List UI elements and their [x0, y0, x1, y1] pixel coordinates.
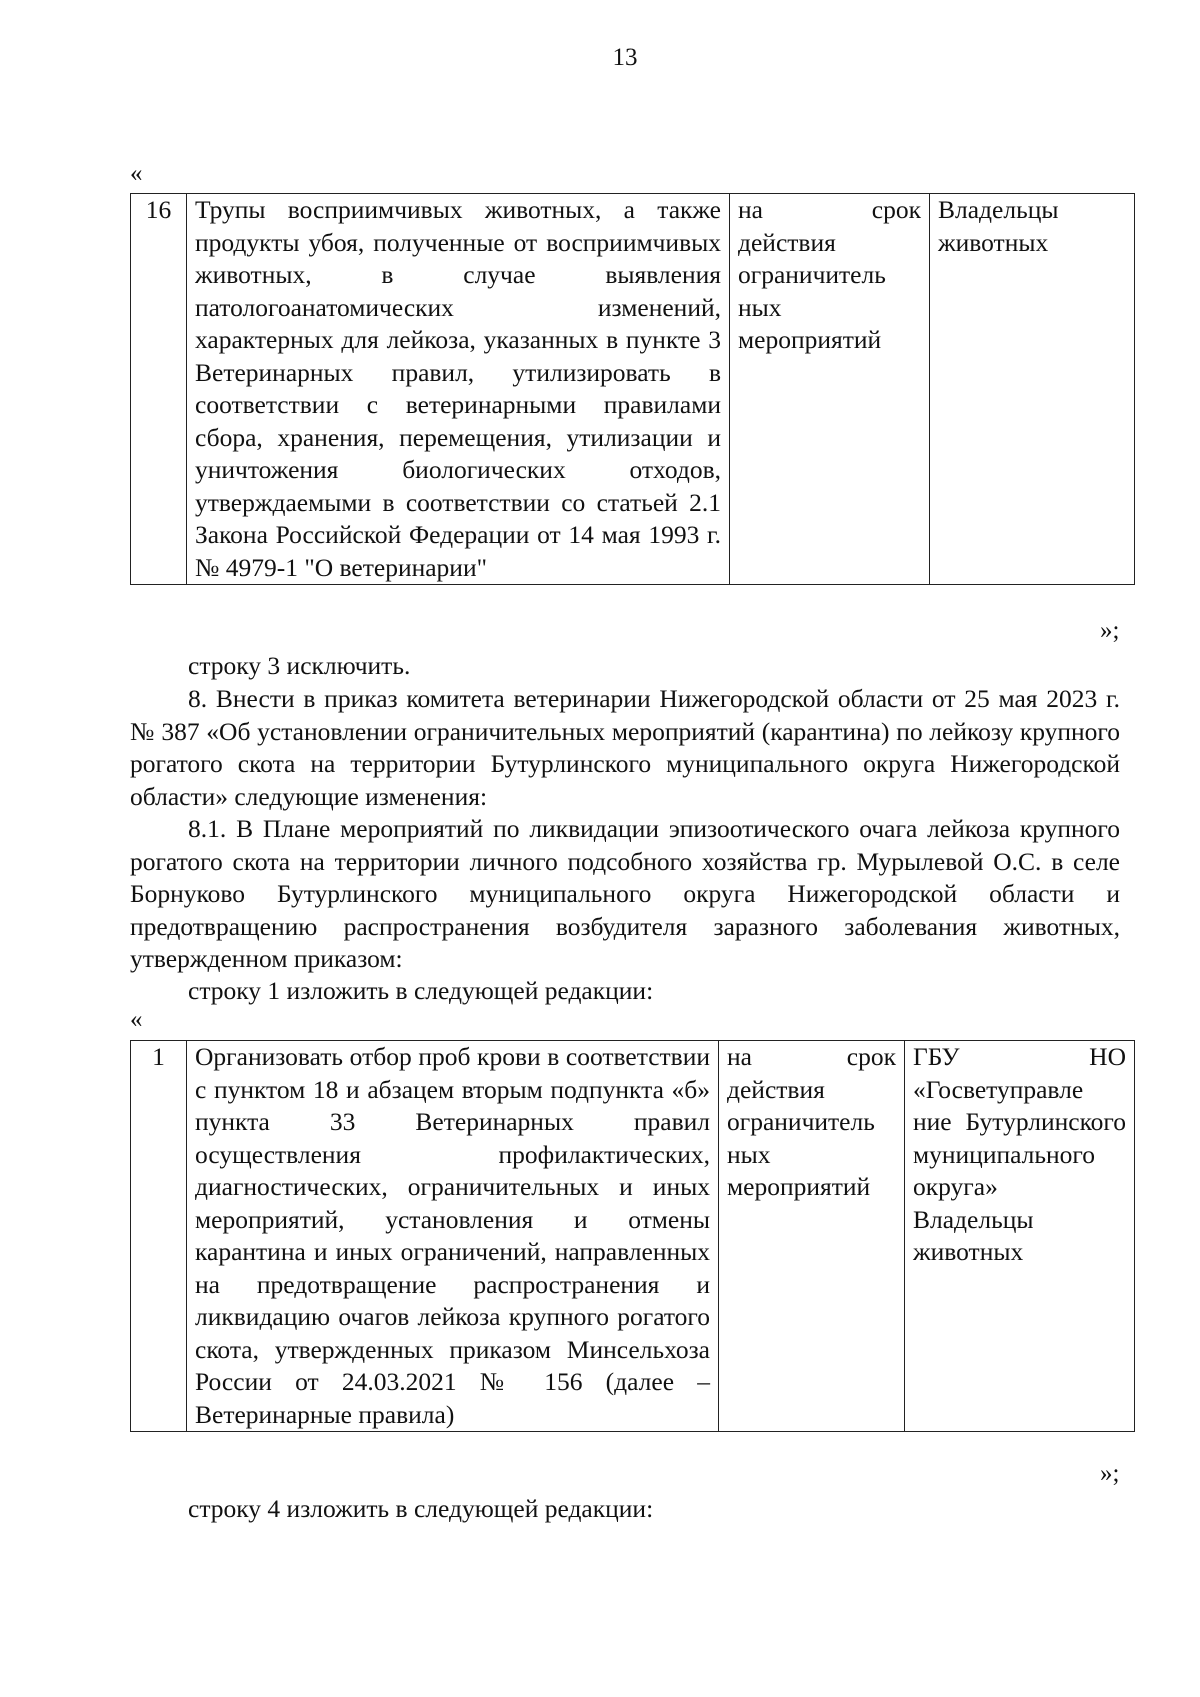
paragraph-8-1: 8.1. В Плане мероприятий по ликвидации эпизоотического очага лейкоза крупного рогатого скота на территории личного подсобного хозяйства гр. Мурылевой О.С. в селе Борнуково Бутурлинского муниципального округа Нижегородской области и предотвращению распространения возбудителя заразного заболевания животных, утвержденном приказом:: [130, 814, 1120, 973]
responsible-owners: Владельцы животных: [913, 1204, 1034, 1266]
delete-row-instruction: строку 3 исключить.: [188, 651, 411, 680]
row-term: на срок действия ограничитель ных мероприятий: [719, 1041, 905, 1432]
table-row: [131, 1041, 1135, 1432]
row-1-instruction: строку 1 изложить в следующей редакции:: [188, 976, 654, 1005]
row-content: Трупы восприимчивых животных, а также продукты убоя, полученные от восприимчивых животных, в случае выявления патологоанатомических изменений, характерных для лейкоза, указанных в пункте 3 Ветеринарных правил, утилизировать в соответствии с ветеринарными правилами сбора, хранения, перемещения, утилизации и уничтожения биологических отходов, утверждаемыми в соответствии со статьей 2.1 Закона Российской Федерации от 14 мая 1993 г. № 4979-1 "О ветеринарии": [187, 194, 730, 585]
row-responsible: Владельцы животных: [930, 194, 1135, 585]
closing-quote-1: »;: [1100, 617, 1120, 644]
closing-quote-2: »;: [1100, 1460, 1120, 1487]
page-number: 13: [612, 44, 638, 71]
opening-quote-1: «: [130, 160, 143, 187]
row-content: Организовать отбор проб крови в соответствии с пунктом 18 и абзацем вторым подпункта «б» пункта 33 Ветеринарных правил осуществления профилактических, диагностических, ограничительных и иных мероприятий, установления и отмены карантина и иных ограничений, направленных на предотвращение распространения и ликвидацию очагов лейкоза крупного рогатого скота, утвержденных приказом Минсельхоза России от 24.03.2021 № 156 (далее – Ветеринарные правила): [187, 1041, 719, 1432]
row-responsible: [905, 1041, 1135, 1432]
row-number: 1: [131, 1041, 187, 1432]
amendment-table-row-1: [130, 1040, 1135, 1432]
row-4-instruction: строку 4 изложить в следующей редакции:: [188, 1494, 654, 1523]
row-number: 16: [131, 194, 187, 585]
table-row: [131, 194, 1135, 585]
row-term: на срок действия ограничитель ных мероприятий: [730, 194, 930, 585]
responsible-organization: ГБУ НО «Госветуправле ние Бутурлинского муниципального округа»: [913, 1042, 1126, 1201]
amendment-table-row-16: [130, 193, 1135, 585]
paragraph-8: 8. Внести в приказ комитета ветеринарии Нижегородской области от 25 мая 2023 г. № 387 «Об установлении ограничительных мероприятий (карантина) по лейкозу крупного рогатого скота на территории Бутурлинского муниципального округа Нижегородской области» следующие изменения:: [130, 684, 1120, 811]
opening-quote-2: «: [130, 1006, 143, 1033]
